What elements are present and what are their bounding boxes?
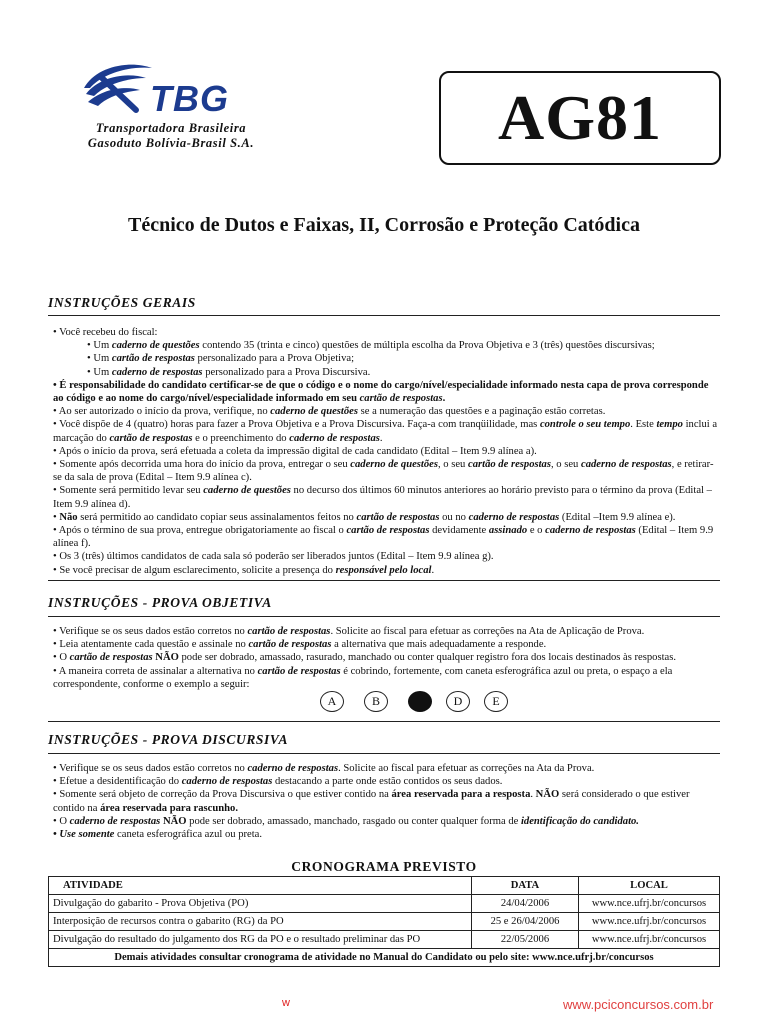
instruction-text: cartão de respostas	[109, 432, 193, 444]
instruction-text: e o preenchimento do	[192, 432, 290, 444]
instruction-item	[53, 775, 719, 788]
instruction-item	[53, 788, 719, 814]
company-line-1: Transportadora Brasileira	[95, 121, 247, 135]
instruction-text: caderno de respostas	[111, 366, 203, 378]
instruction-text: assinado	[488, 525, 528, 537]
instruction-text: contendo 35 (trinta e cinco) questões de múltipla escolha da Prova Objetiva e 3 (três) questões discursivas;	[199, 340, 655, 352]
instruction-text: , e retirar-se da sala de prova (Edital – Item 9.9 alínea c).	[53, 459, 714, 484]
schedule-header: ATIVIDADE	[49, 877, 472, 895]
instruction-text: • Leia atentamente cada questão e assinale no	[53, 639, 249, 651]
section-divider	[48, 616, 720, 617]
instruction-text: cartão de respostas	[247, 626, 331, 637]
schedule-activity: Divulgação do resultado do julgamento dos RG da PO e o resultado preliminar das PO	[49, 931, 472, 949]
instruction-text: destacando a parte onde estão contidos os seus dados.	[272, 776, 503, 788]
section-heading-gerais: INSTRUÇÕES GERAIS	[48, 295, 196, 310]
instruction-text: área reservada para rascunho.	[100, 802, 238, 814]
instruction-text: • Use somente	[53, 829, 115, 841]
instruction-text: • Somente será objeto de correção da Prova Discursiva o que estiver contido na	[53, 789, 392, 801]
objective-instructions	[53, 625, 719, 691]
instruction-text: personalizado para a Prova Discursiva.	[202, 366, 371, 378]
schedule-location: www.nce.ufrj.br/concursos	[579, 931, 720, 949]
instruction-item	[53, 815, 719, 828]
section-divider	[48, 753, 720, 754]
instruction-text: .	[379, 432, 383, 444]
instruction-item	[53, 625, 719, 638]
instruction-text: caderno de respostas	[581, 459, 672, 471]
instruction-text: caderno de respostas	[289, 432, 380, 444]
instruction-text: responsável pelo local	[335, 564, 432, 576]
schedule-title: CRONOGRAMA PREVISTO	[291, 859, 477, 874]
instruction-text: caderno de respostas	[247, 763, 339, 774]
instruction-text: • Verifique se os seus dados estão corretos no	[53, 763, 248, 774]
answer-option: D	[446, 691, 470, 712]
instruction-text: no decurso dos últimos 60 minutos anteriores ao horário previsto para o término da prova (Edital – Item 9.9 alínea d).	[53, 485, 712, 510]
instruction-text: pode ser dobrado, amassado, rasurado, manchado ou conter qualquer registro fora dos locais destinados às respostas.	[178, 652, 677, 664]
instruction-text: controle o seu tempo	[539, 419, 631, 431]
instruction-item	[53, 339, 719, 352]
instruction-text: cartão de respostas	[468, 459, 551, 471]
instruction-item	[53, 458, 719, 484]
instruction-text: tempo	[656, 419, 683, 431]
instruction-text: • Ao ser autorizado o início da prova, verifique, no	[53, 406, 271, 418]
instruction-text: .	[530, 789, 536, 801]
instruction-text: , o seu	[437, 459, 468, 471]
schedule-header: DATA	[472, 877, 579, 895]
schedule-footer-row	[49, 949, 720, 967]
answer-option: A	[320, 691, 344, 712]
instruction-text: (Edital – Item 9.9 alínea f).	[53, 525, 714, 550]
schedule-location: www.nce.ufrj.br/concursos	[579, 913, 720, 931]
instruction-text: identificação do candidato.	[520, 815, 639, 827]
instruction-text: • Após o término de sua prova, entregue obrigatoriamente ao fiscal o	[53, 525, 347, 537]
instruction-item	[53, 651, 719, 664]
essay-instructions	[53, 762, 719, 841]
instruction-text: será considerado o que estiver contido na	[53, 789, 690, 814]
instruction-text: é cobrindo, fortemente, com caneta esferográfica azul ou preta, o espaço a ela correspondente, conforme o exemplo a seguir:	[53, 665, 673, 690]
instruction-text: área reservada para a resposta	[391, 789, 531, 801]
exam-code: AG81	[498, 82, 662, 153]
instruction-text: • Somente após decorrida uma hora do início da prova, entregar o seu	[53, 459, 351, 471]
instruction-text: cartão de respostas	[346, 525, 430, 537]
instruction-text: • O	[53, 815, 70, 827]
instruction-text: caderno de respostas	[181, 776, 273, 788]
instruction-text: caderno de respostas	[468, 511, 560, 523]
schedule-activity: Interposição de recursos contra o gabarito (RG) da PO	[49, 913, 472, 931]
instruction-item	[53, 405, 719, 418]
instruction-text: se a numeração das questões e a paginação estão corretas.	[357, 406, 606, 418]
table-row	[49, 913, 720, 931]
instruction-text: cartão de respostas	[248, 639, 332, 651]
table-row	[49, 895, 720, 913]
instruction-text: caderno de respostas	[69, 815, 161, 827]
instruction-item	[53, 638, 719, 651]
schedule-date: 24/04/2006	[472, 895, 579, 913]
instruction-item	[53, 665, 719, 691]
instruction-text: cartão de respostas	[111, 353, 195, 365]
exam-title: Técnico de Dutos e Faixas, II, Corrosão e Proteção Catódica	[128, 214, 640, 236]
answer-option: B	[364, 691, 388, 712]
instruction-text: . Solicite ao fiscal para efetuar as correções na Ata de Aplicação de Prova.	[330, 626, 645, 637]
instruction-text: Não	[59, 511, 78, 523]
instruction-text: • Somente será permitido levar seu	[53, 485, 204, 497]
instruction-text: caderno de questões	[270, 406, 358, 418]
instruction-item	[53, 550, 719, 563]
instruction-item	[53, 564, 719, 577]
tbg-logo-mark	[78, 58, 158, 118]
instruction-text: , o seu	[550, 459, 581, 471]
schedule-header-row	[49, 877, 720, 895]
instruction-text: . Este	[630, 419, 657, 431]
instruction-text: . Solicite ao fiscal para efetuar as correções na Ata da Prova.	[338, 763, 595, 774]
schedule-header: LOCAL	[579, 877, 720, 895]
instruction-text: • Você dispõe de 4 (quatro) horas para fazer a Prova Objetiva e a Prova Discursiva. Faça-a com tranqüilidade, mas	[53, 419, 540, 431]
schedule-footer-note: Demais atividades consultar cronograma de atividade no Manual do Candidato ou pelo site: www.nce.ufrj.br/concursos	[49, 949, 720, 967]
instruction-text: personalizado para a Prova Objetiva;	[194, 353, 355, 365]
instruction-text: • Um	[87, 340, 112, 352]
brand-name: TBG	[150, 78, 229, 119]
instruction-text: devidamente	[429, 525, 489, 537]
instruction-text: NÃO	[155, 652, 179, 664]
schedule-date: 22/05/2006	[472, 931, 579, 949]
company-name	[78, 121, 264, 151]
instruction-text: • A maneira correta de assinalar a alternativa no	[53, 665, 258, 677]
schedule-activity: Divulgação do gabarito - Prova Objetiva (PO)	[49, 895, 472, 913]
instruction-text: caneta esferográfica azul ou preta.	[114, 829, 263, 841]
instruction-text: inclui a marcação do	[53, 419, 718, 444]
instruction-text: caderno de questões	[203, 485, 291, 497]
instruction-text: • O	[53, 652, 70, 664]
section-divider	[48, 580, 720, 581]
instruction-text: será permitido ao candidato copiar seus assinalamentos feitos no	[77, 511, 357, 523]
instruction-text: .	[431, 564, 435, 576]
instruction-item	[53, 352, 719, 365]
instruction-text: cartão de respostas	[359, 393, 443, 405]
section-heading-discursiva: INSTRUÇÕES - PROVA DISCURSIVA	[48, 732, 289, 747]
instruction-item	[53, 379, 719, 405]
instruction-text: • Um	[87, 366, 112, 378]
answer-option: E	[484, 691, 508, 712]
section-divider	[48, 315, 720, 316]
watermark-mark: w	[282, 997, 290, 1009]
instruction-text: .	[442, 393, 446, 405]
instruction-text: a alternativa que mais adequadamente a responde.	[331, 639, 547, 651]
table-row	[49, 931, 720, 949]
instruction-text: • Efetue a desidentificação do	[53, 776, 182, 788]
instruction-text: • Os 3 (três) últimos candidatos de cada sala só poderão ser liberados juntos (Edital – Item 9.9 alínea g).	[53, 551, 494, 563]
section-divider	[48, 721, 720, 722]
instruction-text: caderno de questões	[111, 340, 200, 352]
company-line-2: Gasoduto Bolívia-Brasil S.A.	[87, 136, 255, 150]
instruction-text: caderno de respostas	[545, 525, 636, 537]
instruction-item	[53, 326, 719, 339]
watermark-site: www.pciconcursos.com.br	[563, 997, 714, 1012]
section-heading-objetiva: INSTRUÇÕES - PROVA OBJETIVA	[48, 595, 272, 610]
instruction-text: pode ser dobrado, amassado, manchado, rasgado ou conter qualquer forma de	[186, 815, 521, 827]
schedule-location: www.nce.ufrj.br/concursos	[579, 895, 720, 913]
instruction-text: e o	[527, 525, 546, 537]
schedule-table	[48, 876, 720, 967]
instruction-text: caderno de questões	[350, 459, 438, 471]
instruction-text: • Você recebeu do fiscal:	[53, 327, 158, 338]
instruction-text: NÃO	[162, 815, 187, 827]
instruction-text: • É responsabilidade do candidato certificar-se de que o código e o nome do cargo/nível/especialidade informado nesta capa de prova corresponde ao código e ao nome do cargo/nível/especialidade informado em seu	[53, 379, 709, 405]
instruction-item	[53, 828, 719, 841]
schedule-date: 25 e 26/04/2006	[472, 913, 579, 931]
instruction-item	[53, 445, 719, 458]
general-instructions	[53, 326, 719, 577]
instruction-text: cartão de respostas	[69, 652, 153, 664]
instruction-text: •	[53, 511, 60, 523]
instruction-item	[53, 418, 719, 444]
exam-code-box	[439, 71, 721, 165]
instruction-text: cartão de respostas	[356, 511, 440, 523]
instruction-text: NÃO	[535, 789, 560, 801]
instruction-item	[53, 511, 719, 524]
instruction-item	[53, 484, 719, 510]
instruction-text: • Verifique se os seus dados estão corretos no	[53, 626, 248, 637]
instruction-text: • Se você precisar de algum esclarecimento, solicite a presença do	[53, 564, 336, 576]
instruction-text: (Edital –Item 9.9 alínea e).	[559, 511, 676, 523]
instruction-item	[53, 366, 719, 379]
instruction-text: • Após o início da prova, será efetuada a coleta da impressão digital de cada candidato (Edital – Item 9.9 alínea a).	[53, 445, 537, 457]
instruction-item	[53, 762, 719, 775]
instruction-text: cartão de respostas	[257, 665, 341, 677]
instruction-item	[53, 524, 719, 550]
instruction-text: • Um	[87, 353, 112, 365]
answer-option	[408, 691, 432, 712]
instruction-text: ou no	[439, 511, 469, 523]
